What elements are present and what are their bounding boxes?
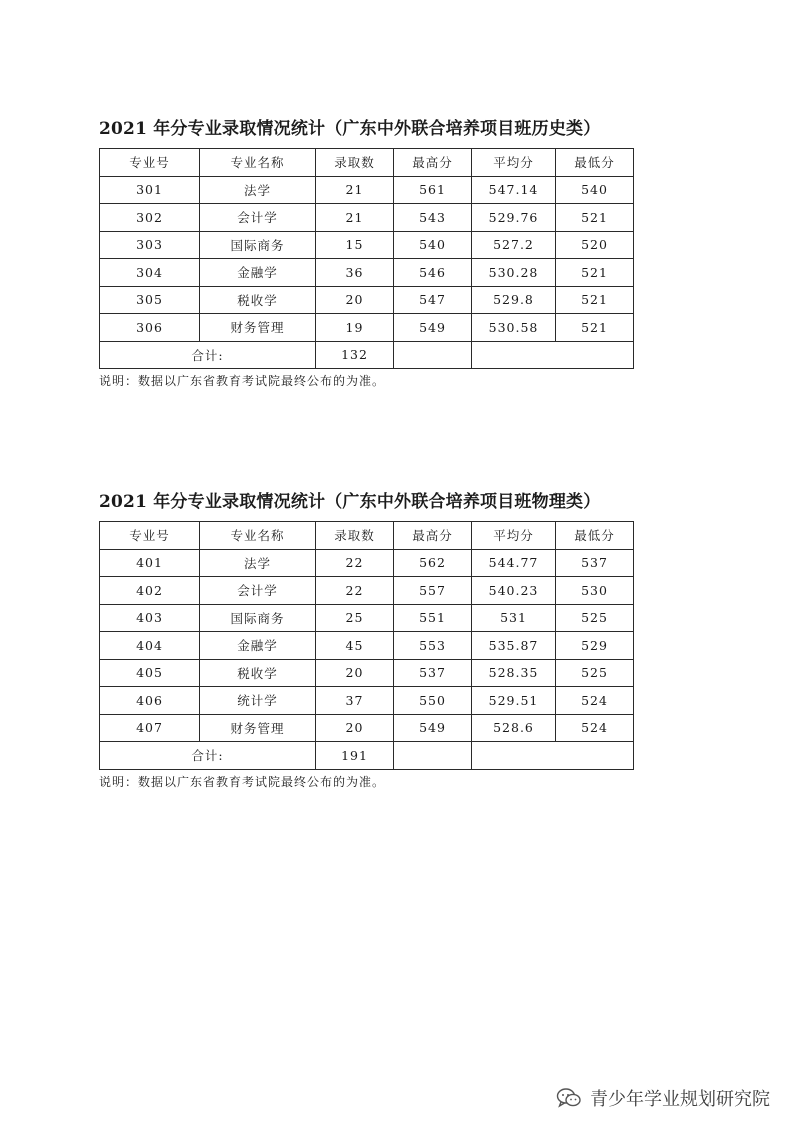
physics-table-note: 说明：数据以广东省教育考试院最终公布的为准。: [99, 774, 386, 789]
table-cell: 530.28: [472, 259, 556, 287]
table-cell: 524: [556, 714, 634, 742]
physics-admission-table: [99, 521, 634, 770]
table-cell: 20: [316, 714, 394, 742]
column-header: 录取数: [316, 522, 394, 550]
table-cell: 529.51: [472, 687, 556, 715]
table-cell: 529: [556, 632, 634, 660]
column-header: 专业名称: [200, 522, 316, 550]
table-cell: 财务管理: [200, 714, 316, 742]
table-row: [100, 176, 634, 204]
table-cell: 国际商务: [200, 604, 316, 632]
table-cell: 525: [556, 659, 634, 687]
table-cell: 544.77: [472, 549, 556, 577]
table-cell: 529.76: [472, 204, 556, 232]
table-cell: 561: [394, 176, 472, 204]
table-cell: 19: [316, 314, 394, 342]
watermark: [556, 1083, 770, 1113]
column-header: 专业号: [100, 149, 200, 177]
column-header: 专业名称: [200, 149, 316, 177]
table-cell: 303: [100, 231, 200, 259]
table-cell: 521: [556, 204, 634, 232]
table-cell: 404: [100, 632, 200, 660]
column-header: 最高分: [394, 522, 472, 550]
table-cell: 550: [394, 687, 472, 715]
table-cell: 22: [316, 577, 394, 605]
total-label: 合计:: [100, 341, 316, 369]
total-row: [100, 341, 634, 369]
empty-cell: [472, 341, 634, 369]
table-cell: 405: [100, 659, 200, 687]
table-cell: 20: [316, 659, 394, 687]
table-cell: 37: [316, 687, 394, 715]
physics-table-title: 2021 年分专业录取情况统计（广东中外联合培养项目班物理类）: [99, 492, 601, 512]
table-cell: 540.23: [472, 577, 556, 605]
empty-cell: [394, 742, 472, 770]
total-value: 132: [316, 341, 394, 369]
table-cell: 540: [394, 231, 472, 259]
table-cell: 529.8: [472, 286, 556, 314]
table-cell: 528.6: [472, 714, 556, 742]
table-row: [100, 314, 634, 342]
physics-header-row: [100, 522, 634, 550]
table-cell: 304: [100, 259, 200, 287]
table-cell: 547.14: [472, 176, 556, 204]
physics-section: [99, 491, 633, 790]
history-table-note: 说明：数据以广东省教育考试院最终公布的为准。: [99, 374, 386, 388]
table-row: [100, 714, 634, 742]
column-header: 最低分: [556, 522, 634, 550]
table-cell: 301: [100, 176, 200, 204]
table-cell: 税收学: [200, 659, 316, 687]
table-cell: 22: [316, 549, 394, 577]
empty-cell: [472, 742, 634, 770]
column-header: 专业号: [100, 522, 200, 550]
table-cell: 527.2: [472, 231, 556, 259]
table-cell: 547: [394, 286, 472, 314]
table-row: [100, 204, 634, 232]
table-cell: 525: [556, 604, 634, 632]
table-cell: 524: [556, 687, 634, 715]
table-cell: 557: [394, 577, 472, 605]
table-cell: 540: [556, 176, 634, 204]
table-cell: 36: [316, 259, 394, 287]
table-row: [100, 259, 634, 287]
history-table-title: 2021 年分专业录取情况统计（广东中外联合培养项目班历史类）: [99, 119, 601, 139]
empty-cell: [394, 341, 472, 369]
table-cell: 305: [100, 286, 200, 314]
total-row: [100, 742, 634, 770]
table-cell: 21: [316, 204, 394, 232]
table-cell: 549: [394, 314, 472, 342]
table-row: [100, 659, 634, 687]
table-cell: 税收学: [200, 286, 316, 314]
table-cell: 法学: [200, 549, 316, 577]
table-cell: 551: [394, 604, 472, 632]
column-header: 录取数: [316, 149, 394, 177]
table-cell: 403: [100, 604, 200, 632]
table-cell: 15: [316, 231, 394, 259]
table-cell: 法学: [200, 176, 316, 204]
table-cell: 20: [316, 286, 394, 314]
table-cell: 401: [100, 549, 200, 577]
table-cell: 521: [556, 286, 634, 314]
table-cell: 406: [100, 687, 200, 715]
table-cell: 535.87: [472, 632, 556, 660]
table-cell: 520: [556, 231, 634, 259]
table-cell: 549: [394, 714, 472, 742]
table-cell: 45: [316, 632, 394, 660]
table-cell: 金融学: [200, 259, 316, 287]
column-header: 平均分: [472, 149, 556, 177]
table-cell: 302: [100, 204, 200, 232]
history-header-row: [100, 149, 634, 177]
table-cell: 528.35: [472, 659, 556, 687]
table-cell: 金融学: [200, 632, 316, 660]
table-cell: 530.58: [472, 314, 556, 342]
table-cell: 521: [556, 259, 634, 287]
history-admission-table: [99, 148, 634, 369]
table-cell: 407: [100, 714, 200, 742]
table-cell: 25: [316, 604, 394, 632]
table-row: [100, 604, 634, 632]
table-cell: 会计学: [200, 204, 316, 232]
table-cell: 财务管理: [200, 314, 316, 342]
table-cell: 402: [100, 577, 200, 605]
table-cell: 21: [316, 176, 394, 204]
table-row: [100, 577, 634, 605]
table-cell: 562: [394, 549, 472, 577]
table-cell: 306: [100, 314, 200, 342]
table-row: [100, 286, 634, 314]
table-cell: 546: [394, 259, 472, 287]
table-cell: 537: [394, 659, 472, 687]
column-header: 平均分: [472, 522, 556, 550]
watermark-text: 青少年学业规划研究院: [590, 1089, 770, 1110]
total-value: 191: [316, 742, 394, 770]
total-label: 合计:: [100, 742, 316, 770]
table-cell: 521: [556, 314, 634, 342]
column-header: 最低分: [556, 149, 634, 177]
table-cell: 530: [556, 577, 634, 605]
table-cell: 国际商务: [200, 231, 316, 259]
table-cell: 537: [556, 549, 634, 577]
table-row: [100, 549, 634, 577]
table-cell: 531: [472, 604, 556, 632]
table-row: [100, 687, 634, 715]
column-header: 最高分: [394, 149, 472, 177]
wechat-icon: [556, 1087, 582, 1109]
table-cell: 543: [394, 204, 472, 232]
table-cell: 553: [394, 632, 472, 660]
table-cell: 统计学: [200, 687, 316, 715]
history-section: [99, 118, 633, 389]
table-row: [100, 231, 634, 259]
table-row: [100, 632, 634, 660]
table-cell: 会计学: [200, 577, 316, 605]
